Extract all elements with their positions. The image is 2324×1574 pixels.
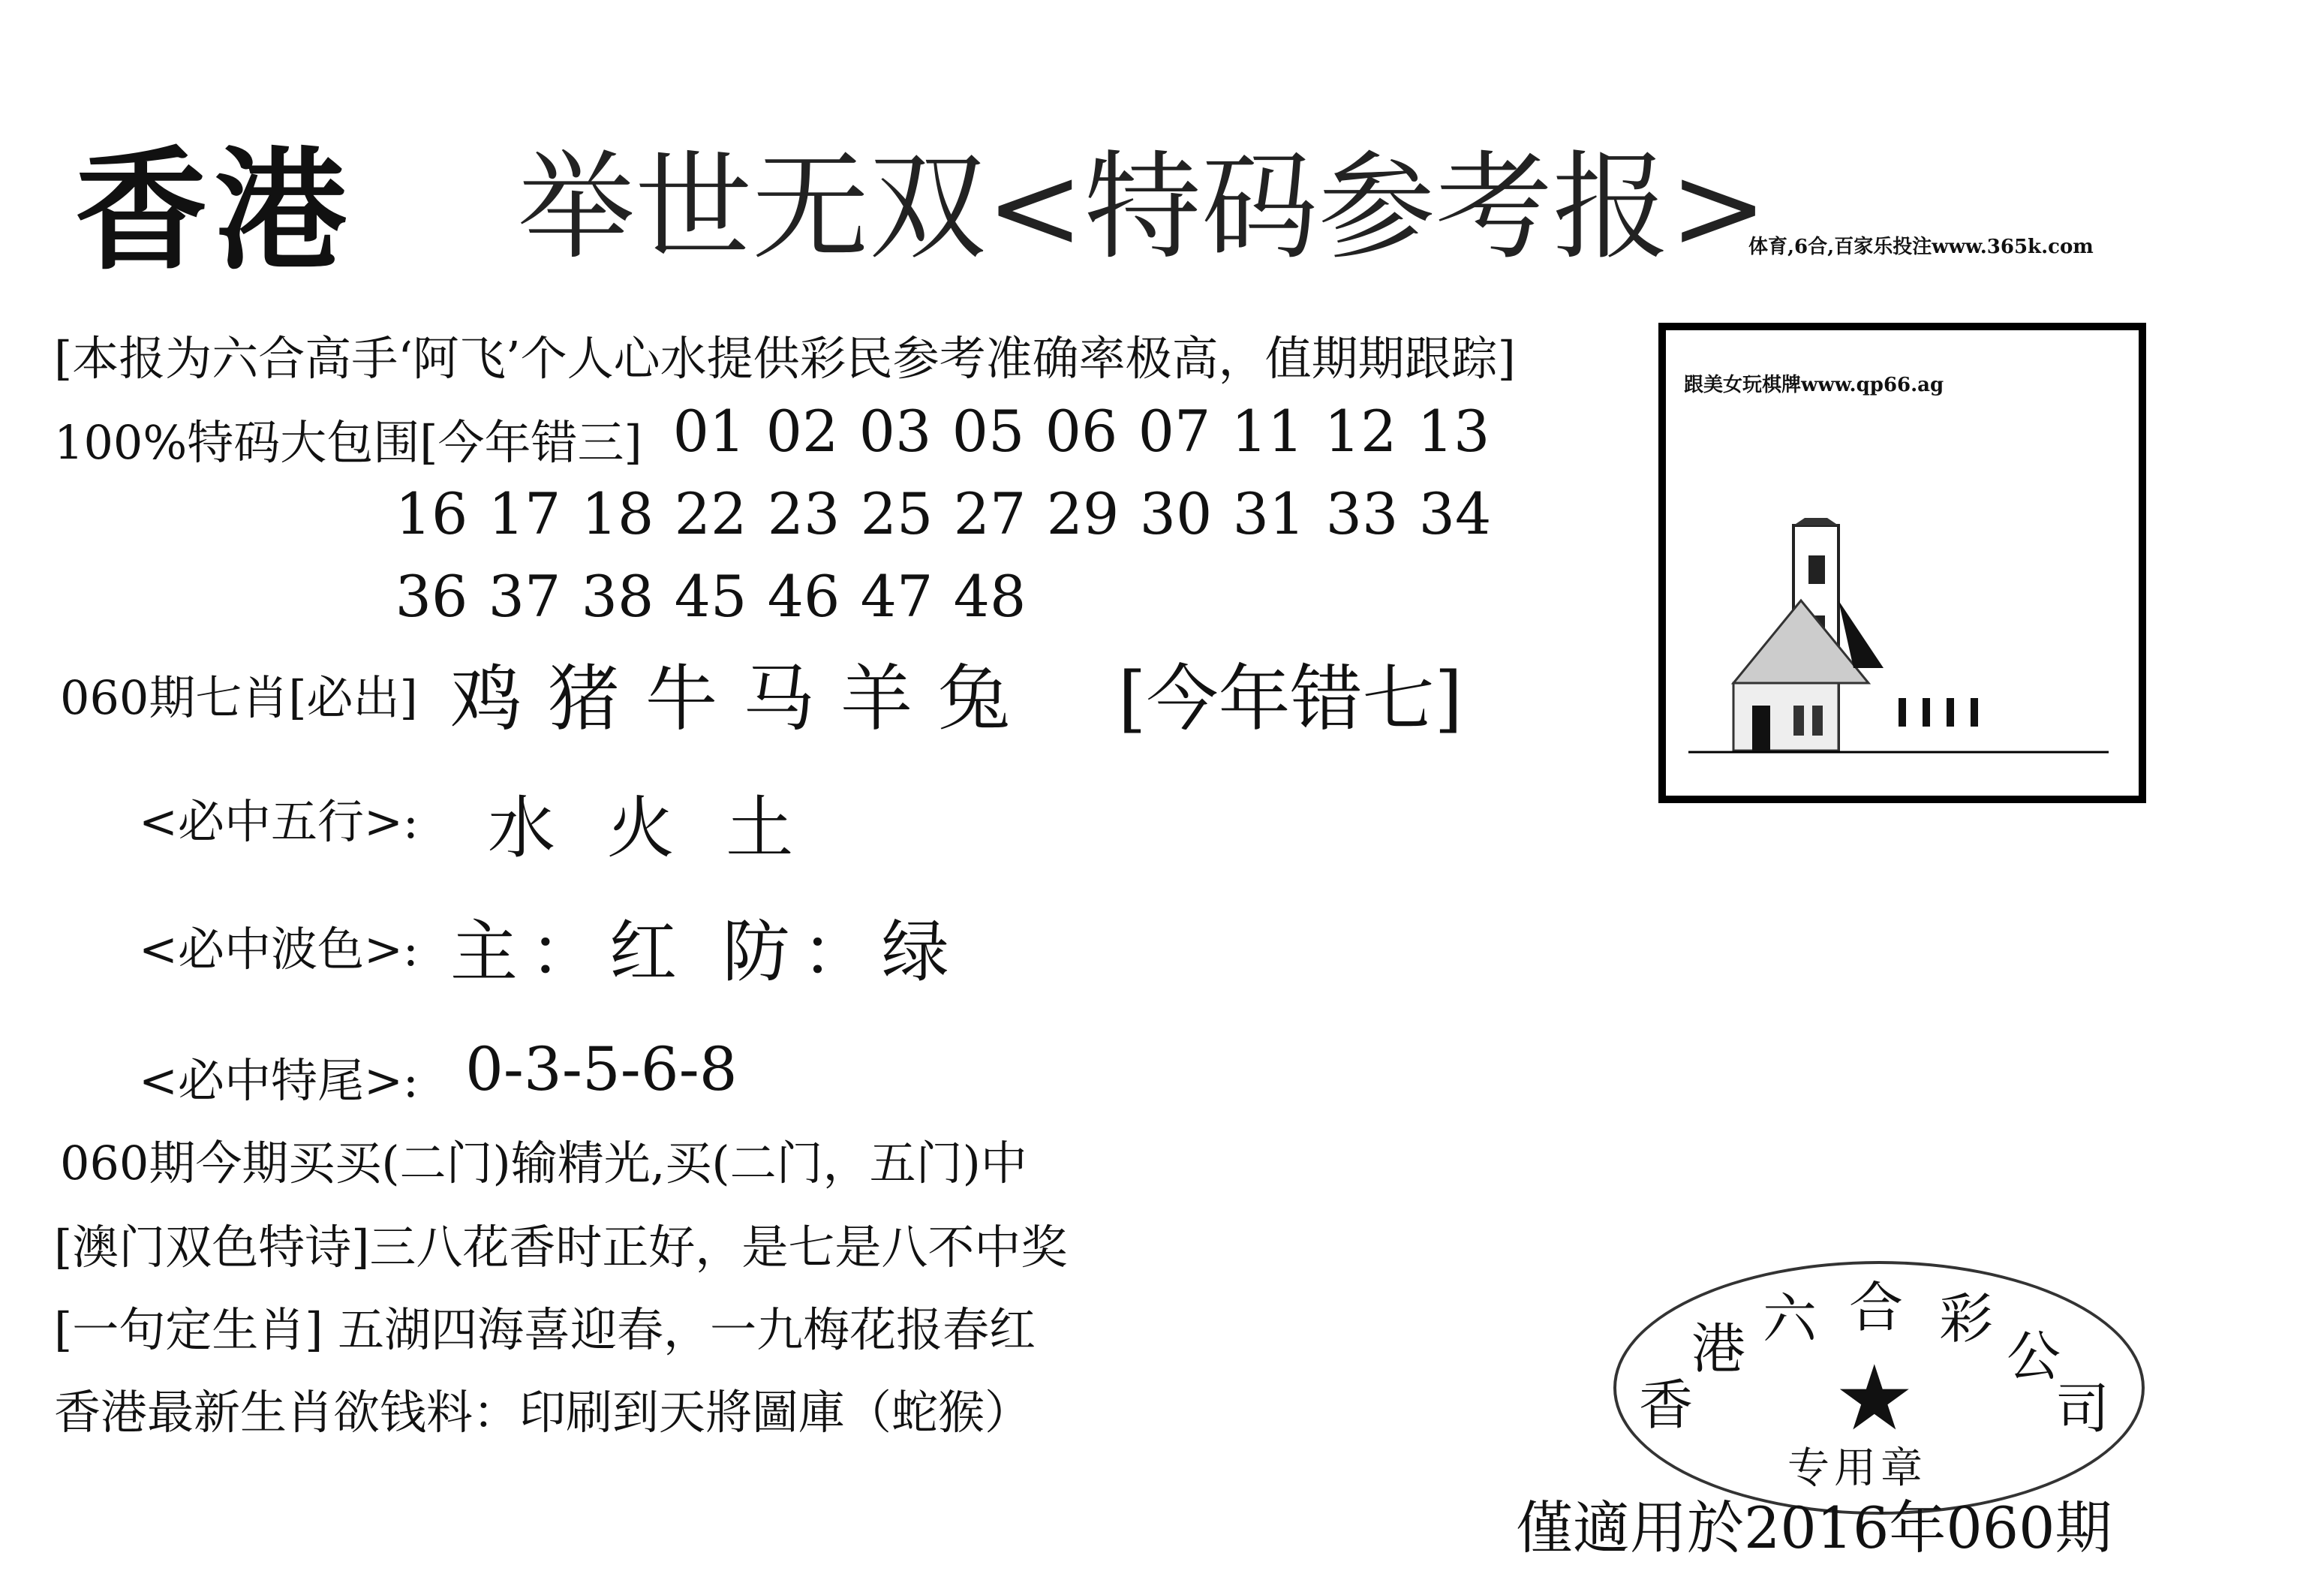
special-number: 12 xyxy=(1324,398,1397,465)
special-number: 33 xyxy=(1325,480,1399,547)
stamp-char-1: 香 xyxy=(1639,1374,1694,1437)
special-number: 11 xyxy=(1231,398,1304,465)
special-number: 25 xyxy=(860,480,934,547)
text-line-1: 060期今期买买(二门)输精光,买(二门，五门)中 xyxy=(60,1136,1027,1190)
special-number: 06 xyxy=(1045,398,1118,465)
church-illustration xyxy=(1688,518,2109,758)
special-number: 45 xyxy=(674,563,747,630)
issue-footer: 僅適用於2016年060期 xyxy=(1516,1494,2112,1561)
special-number: 34 xyxy=(1418,480,1492,547)
special-number: 18 xyxy=(581,480,654,547)
image-box xyxy=(1658,323,2146,803)
top-ad-text: 体育,6合,百家乐投注www.365k.com xyxy=(1748,236,2094,258)
special-number: 23 xyxy=(767,480,840,547)
elements-label: <必中五行>: xyxy=(139,794,419,849)
special-number: 31 xyxy=(1232,480,1306,547)
company-stamp xyxy=(1613,1261,2145,1515)
stamp-char-6: 公 xyxy=(2007,1325,2061,1388)
tail-label: <必中特尾>: xyxy=(139,1053,419,1108)
special-number: 22 xyxy=(674,480,747,547)
special-number: 02 xyxy=(765,398,839,465)
special-number: 16 xyxy=(395,480,468,547)
brand-title: 香港 xyxy=(75,134,355,288)
special-number: 38 xyxy=(581,563,654,630)
special-number: 03 xyxy=(858,398,932,465)
zodiac-note: [今年错七] xyxy=(1118,657,1463,741)
zodiac-label: 060期七肖[必出] xyxy=(60,670,418,725)
stamp-char-7: 司 xyxy=(2055,1377,2110,1440)
special-number: 36 xyxy=(395,563,468,630)
tail-value: 0-3-5-6-8 xyxy=(465,1034,738,1104)
wave-label: <必中波色>: xyxy=(139,922,419,977)
special-numbers-label: 100%特码大包围[今年错三] xyxy=(54,415,642,470)
special-number: 37 xyxy=(488,563,561,630)
elements-value: 水 火 土 xyxy=(488,789,809,868)
star-icon: ★ xyxy=(1834,1347,1915,1451)
special-number: 27 xyxy=(953,480,1027,547)
stamp-use-text: 专用章 xyxy=(1787,1444,1927,1493)
special-number: 07 xyxy=(1138,398,1211,465)
stamp-char-4: 合 xyxy=(1849,1276,1904,1339)
special-number: 30 xyxy=(1139,480,1213,547)
special-number: 17 xyxy=(488,480,561,547)
image-ad-text: 跟美女玩棋牌www.qp66.ag xyxy=(1684,374,1944,396)
special-number: 05 xyxy=(952,398,1025,465)
stamp-char-2: 港 xyxy=(1691,1317,1746,1380)
wave-value: 主：红 防：绿 xyxy=(450,913,961,992)
special-number: 46 xyxy=(767,563,840,630)
special-number: 01 xyxy=(672,398,746,465)
special-number: 29 xyxy=(1046,480,1120,547)
intro-text: [本报为六合高手‘阿飞’个人心水提供彩民参考准确率极高，值期期跟踪] xyxy=(54,331,1516,386)
special-number: 13 xyxy=(1417,398,1490,465)
zodiac-animals: 鸡猪牛马羊兔 xyxy=(450,657,1036,741)
newspaper-title: 举世无双<特码参考报> xyxy=(518,139,1768,275)
stamp-char-5: 彩 xyxy=(1939,1287,1994,1350)
stamp-char-3: 六 xyxy=(1763,1287,1817,1350)
special-number: 48 xyxy=(953,563,1027,630)
text-line-2: [澳门双色特诗]三八花香时正好，是七是八不中奖 xyxy=(54,1220,1068,1275)
text-line-3: [一句定生肖] 五湖四海喜迎春，一九梅花报春红 xyxy=(54,1302,1036,1357)
text-line-4: 香港最新生肖欲钱料：印刷到天將圖庫（蛇猴） xyxy=(54,1385,1032,1440)
special-number: 47 xyxy=(860,563,934,630)
